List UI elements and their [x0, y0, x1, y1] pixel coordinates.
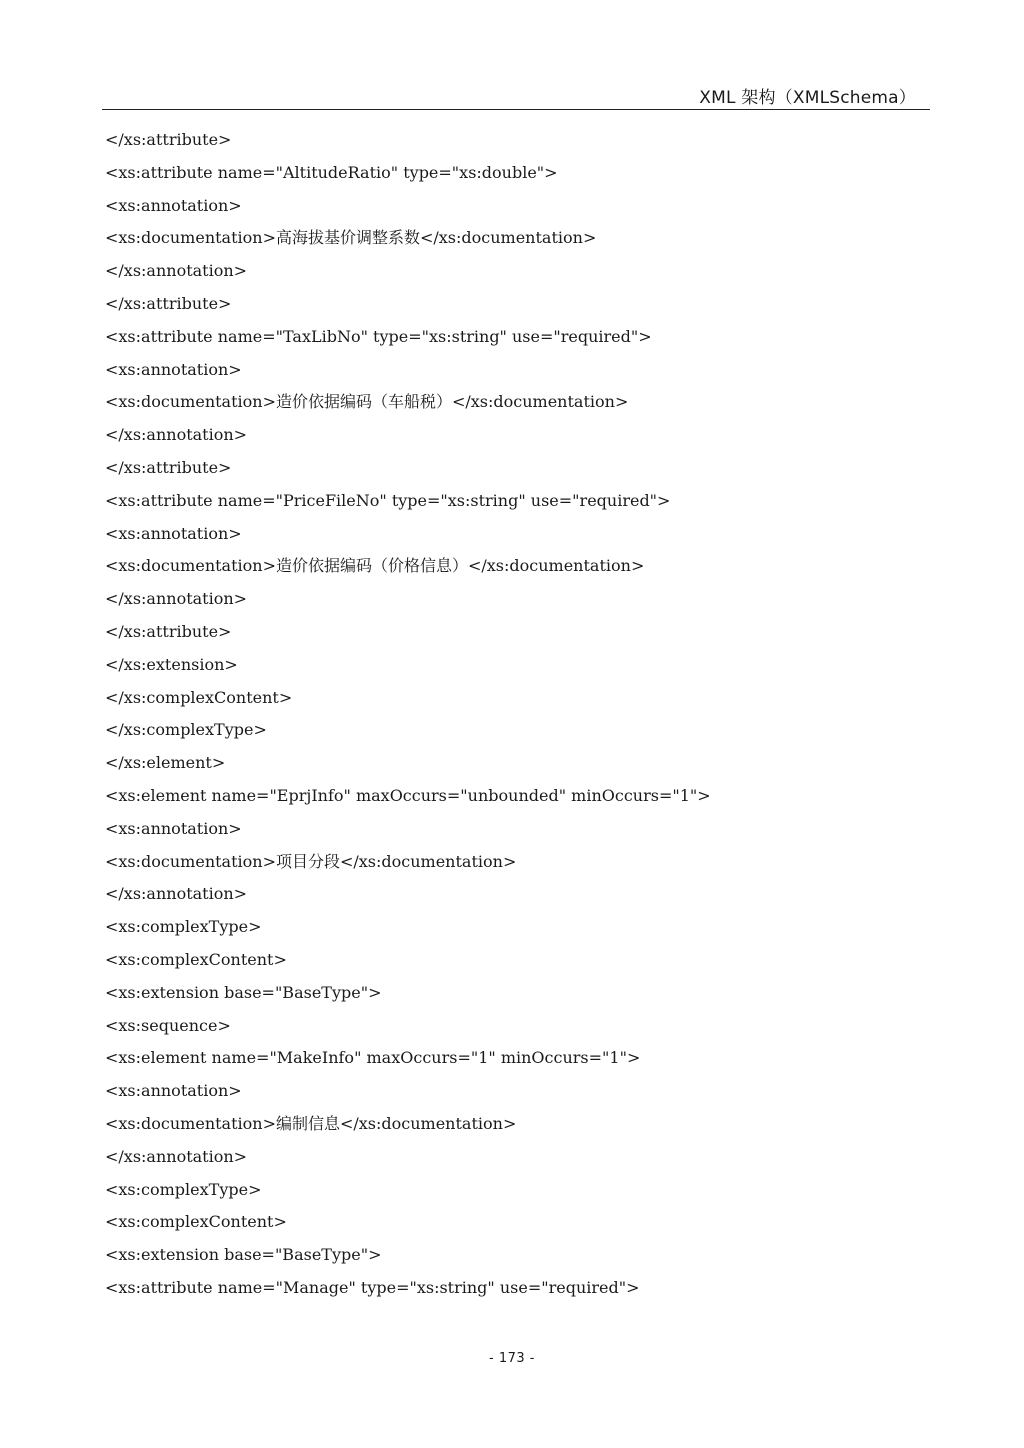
running-header-title: XML 架构（XMLSchema）: [699, 88, 916, 108]
code-line: <xs:attribute name="PriceFileNo" type="xs:string" use="required">: [105, 490, 671, 510]
code-line: </xs:element>: [105, 753, 226, 773]
code-line: </xs:extension>: [105, 654, 238, 674]
code-line: <xs:complexType>: [105, 1179, 262, 1199]
code-line: </xs:attribute>: [105, 457, 232, 477]
code-line: <xs:complexContent>: [105, 1212, 287, 1232]
code-line: <xs:documentation>造价依据编码（车船税）</xs:documentation>: [105, 392, 629, 412]
code-line: <xs:annotation>: [105, 195, 242, 215]
code-line: <xs:element name="MakeInfo" maxOccurs="1" minOccurs="1">: [105, 1048, 641, 1068]
code-line: <xs:complexContent>: [105, 949, 287, 969]
code-line: <xs:documentation>编制信息</xs:documentation>: [105, 1113, 517, 1133]
code-line: <xs:annotation>: [105, 1081, 242, 1101]
code-line: </xs:annotation>: [105, 261, 248, 281]
code-line: <xs:element name="EprjInfo" maxOccurs="unbounded" minOccurs="1">: [105, 785, 711, 805]
code-line: <xs:annotation>: [105, 523, 242, 543]
code-line: </xs:complexType>: [105, 720, 267, 740]
code-line: <xs:extension base="BaseType">: [105, 982, 382, 1002]
code-line: <xs:annotation>: [105, 359, 242, 379]
code-line: <xs:documentation>项目分段</xs:documentation>: [105, 851, 517, 871]
code-line: </xs:attribute>: [105, 621, 232, 641]
page-number: - 173 -: [489, 1351, 535, 1366]
code-line: <xs:extension base="BaseType">: [105, 1245, 382, 1265]
code-line: <xs:attribute name="Manage" type="xs:string" use="required">: [105, 1277, 640, 1297]
code-line: </xs:annotation>: [105, 1146, 248, 1166]
code-line: </xs:complexContent>: [105, 687, 293, 707]
code-line: </xs:annotation>: [105, 884, 248, 904]
header-divider: [102, 109, 930, 110]
code-line: </xs:attribute>: [105, 130, 232, 149]
code-line: <xs:attribute name="TaxLibNo" type="xs:string" use="required">: [105, 326, 652, 346]
code-line: </xs:annotation>: [105, 589, 248, 609]
code-line: <xs:sequence>: [105, 1015, 231, 1035]
code-line: <xs:documentation>高海拔基价调整系数</xs:documentation>: [105, 228, 597, 248]
code-line: <xs:attribute name="AltitudeRatio" type="xs:double">: [105, 162, 558, 182]
code-line: </xs:annotation>: [105, 425, 248, 445]
code-line: <xs:annotation>: [105, 818, 242, 838]
code-listing: [105, 124, 711, 1305]
code-line: </xs:attribute>: [105, 293, 232, 313]
code-line: <xs:documentation>造价依据编码（价格信息）</xs:documentation>: [105, 556, 645, 576]
code-line: <xs:complexType>: [105, 917, 262, 937]
